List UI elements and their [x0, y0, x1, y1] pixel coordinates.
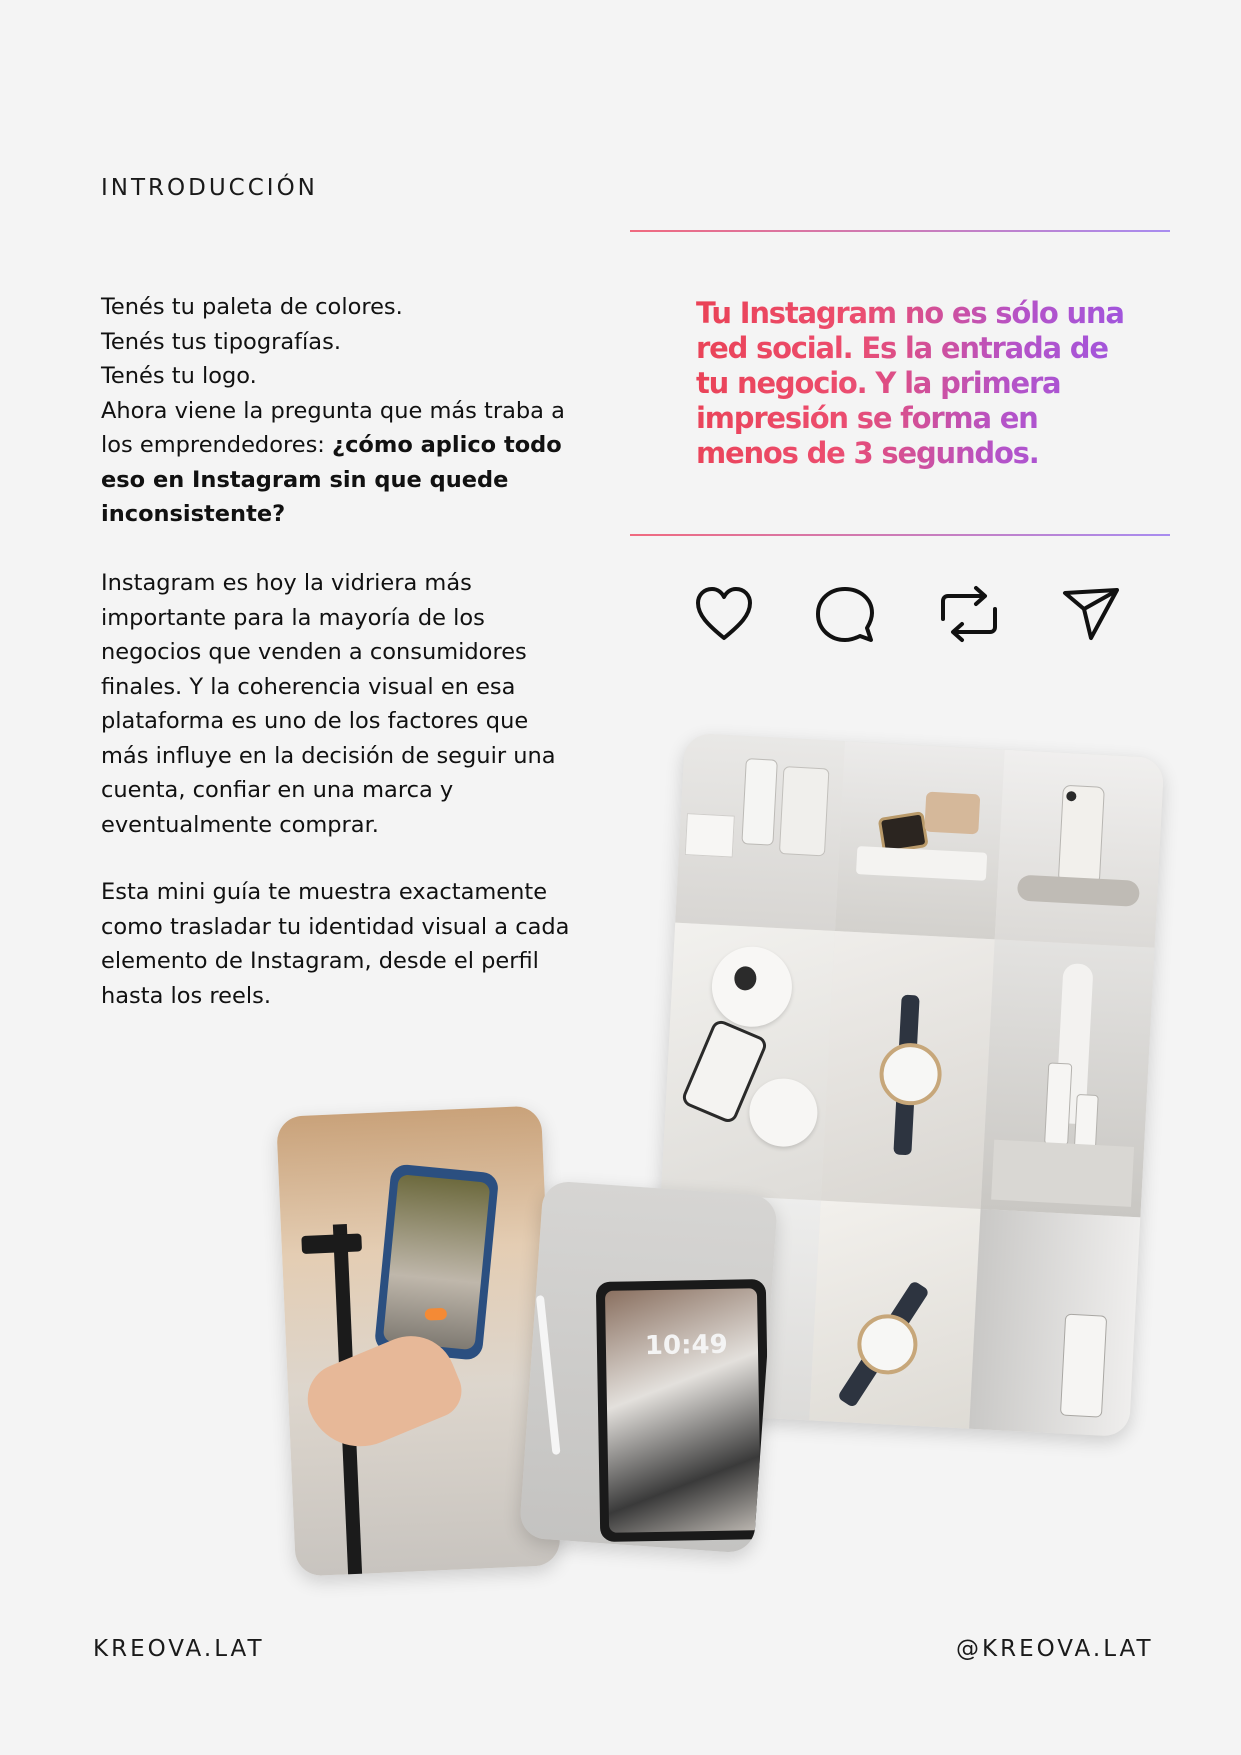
paragraph-guide-summary — [101, 875, 571, 1013]
intro-line-palette: Tenés tu paleta de colores. — [101, 294, 403, 320]
intro-line-question — [101, 394, 571, 532]
divider-bottom — [630, 534, 1170, 536]
grid-photo-phone-marble — [835, 741, 1005, 939]
intro-line-logo: Tenés tu logo. — [101, 363, 257, 389]
grid-photo-phone-bowls — [661, 923, 835, 1201]
divider-top — [630, 230, 1170, 232]
grid-photo-watch-cloth — [821, 931, 995, 1209]
intro-question-bold: ¿cómo aplico todo eso en Instagram sin que quede inconsistente? — [101, 432, 562, 527]
grid-photo-watch-fabric — [809, 1201, 980, 1429]
comment-icon — [814, 585, 876, 645]
footer-instagram-handle[interactable]: @KREOVA.LAT — [956, 1636, 1154, 1662]
grid-photo-phones-box — [675, 733, 845, 931]
paragraph-2-text: Instagram es hoy la vidriera más importante para la mayoría de los negocios que venden a consumidores finales. Y la coherencia visual en esa plataforma es uno de los factores que más influye en la decisión de seguir una cuenta, confiar en una marca y eventualmente comprar. — [101, 570, 556, 838]
paragraph-instagram-importance — [101, 566, 571, 842]
paragraph-3-text: Esta mini guía te muestra exactamente como trasladar tu identidad visual a cada elemento de Instagram, desde el perfil hasta los reels. — [101, 879, 570, 1009]
grid-photo-phones-stand — [981, 939, 1155, 1217]
highlight-quote: Tu Instagram no es sólo una red social. Es la entrada de tu negocio. Y la primera impresión se forma en menos de 3 segundos. — [696, 296, 1136, 471]
intro-paragraph — [101, 290, 571, 532]
intro-question-plain: Ahora viene la pregunta que más traba a los emprendedores: — [101, 397, 565, 458]
tablet-clock: 10:49 — [644, 1329, 728, 1362]
tablet-photo — [519, 1180, 778, 1554]
repost-icon — [934, 585, 1004, 643]
section-title: INTRODUCCIÓN — [101, 175, 318, 201]
heart-icon — [694, 585, 754, 643]
send-icon — [1060, 585, 1122, 643]
intro-line-typography: Tenés tus tipografías. — [101, 328, 341, 355]
grid-photo-phone-stone — [995, 750, 1165, 948]
footer-website[interactable]: KREOVA.LAT — [93, 1636, 265, 1662]
tripod-phone-photo — [276, 1105, 561, 1576]
grid-photo-phone-wall — [969, 1209, 1140, 1437]
